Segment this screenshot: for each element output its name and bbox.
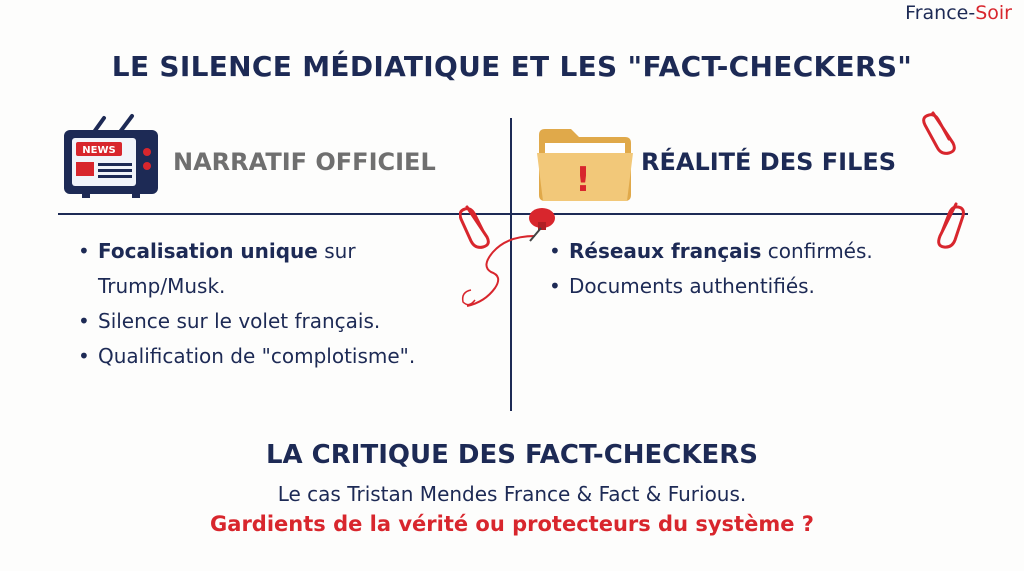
right-column-heading: RÉALITÉ DES FILES <box>641 148 897 176</box>
critique-title: LA CRITIQUE DES FACT-CHECKERS <box>265 440 759 470</box>
list-item-text: confirmés. <box>761 239 873 263</box>
list-item-text: Silence sur le volet français. <box>98 309 381 333</box>
tv-news-icon <box>62 110 162 200</box>
list-item <box>76 339 486 374</box>
critique-case-line: Le cas Tristan Mendes France & Fact & Furious. <box>277 482 747 506</box>
list-item-text: Qualification de "complotisme". <box>98 344 416 368</box>
folder-alert-icon <box>535 125 635 205</box>
folder-alert-mark: ! <box>575 160 591 200</box>
list-item <box>76 304 486 339</box>
brand-logo <box>905 2 1012 24</box>
brand-name-part1: France- <box>905 2 976 24</box>
left-column-heading: NARRATIF OFFICIEL <box>173 148 436 176</box>
list-item <box>76 234 486 304</box>
page-title: LE SILENCE MÉDIATIQUE ET LES "FACT-CHECKERS" <box>111 50 913 83</box>
critique-tagline: Gardients de la vérité ou protecteurs du système ? <box>210 512 814 536</box>
right-bullet-list <box>547 234 967 304</box>
horizontal-divider <box>58 213 968 215</box>
tv-news-badge: NEWS <box>82 145 116 156</box>
list-item-text: Documents authentifiés. <box>569 274 815 298</box>
paperclip-icon <box>921 107 961 155</box>
list-item-bold: Réseaux français <box>569 239 762 263</box>
left-bullet-list <box>76 234 486 374</box>
list-item <box>547 234 967 269</box>
list-item-bold: Focalisation unique <box>98 239 318 263</box>
list-item <box>547 269 967 304</box>
list-item-text: sur Trump/Musk. <box>98 239 356 298</box>
brand-name-part2: Soir <box>975 2 1012 24</box>
